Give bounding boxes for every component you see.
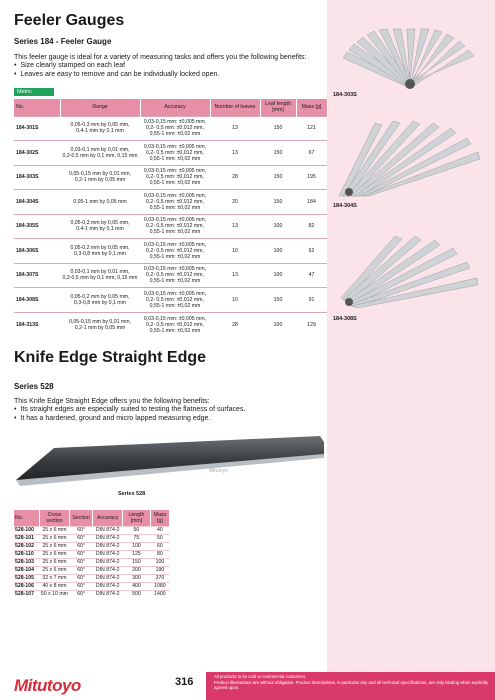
knife-cell: 60° — [69, 550, 92, 558]
knife-cell: 25 x 6 mm — [40, 526, 70, 534]
knife-intro: This Knife Edge Straight Edge offers you the following benefits: — [14, 398, 210, 405]
bullet-item: • It has a hardened, ground and micro lapped measuring edge. — [14, 415, 324, 424]
knife-cell: 60° — [69, 574, 92, 582]
knife-col-header: Cross section — [40, 510, 70, 526]
feeler-cell-mass: 82 — [296, 214, 327, 239]
table-row — [14, 558, 170, 566]
knife-cell: 50 — [150, 534, 169, 542]
table-row — [14, 239, 327, 264]
knife-cell: DIN 874-2 — [93, 566, 123, 574]
knife-cell: 528-110 — [14, 550, 40, 558]
feeler-cell-no: 184-308S — [14, 288, 60, 313]
feeler-cell-range: 0,03-0,1 mm by 0,01 mm, 0,2-0,5 mm by 0,1 mm, 0,15 mm — [60, 141, 140, 166]
table-row — [14, 574, 170, 582]
table-row — [14, 263, 327, 288]
feeler-cell-range: 0,05-0,3 mm by 0,05 mm, 0,4-1 mm by 0,1 mm — [60, 214, 140, 239]
knife-cell: 125 — [123, 550, 151, 558]
knife-cell: 32 x 7 mm — [40, 574, 70, 582]
knife-edge-image — [14, 428, 327, 488]
feeler-cell-leaves: 10 — [210, 239, 260, 264]
knife-cell: 528-103 — [14, 558, 40, 566]
table-row — [14, 550, 170, 558]
table-row — [14, 590, 170, 598]
knife-bullets — [14, 406, 324, 423]
page-number: 316 — [175, 676, 194, 688]
footer — [0, 672, 495, 700]
knife-cell: 25 x 6 mm — [40, 550, 70, 558]
feeler-cell-range: 0,05-0,2 mm by 0,05 mm, 0,3-0,8 mm by 0,1 mm — [60, 239, 140, 264]
knife-cell: 60° — [69, 558, 92, 566]
table-row — [14, 288, 327, 313]
feeler-cell-len: 100 — [260, 312, 296, 337]
feeler-cell-leaves: 13 — [210, 263, 260, 288]
feeler-cell-acc: 0,03-0,15 mm: ±0,005 mm, 0,2- 0,5 mm: ±0,012 mm, 0,55-1 mm: ±0,02 mm — [140, 165, 210, 190]
knife-cell: 528-100 — [14, 526, 40, 534]
feeler-cell-leaves: 13 — [210, 141, 260, 166]
knife-cell: 100 — [123, 542, 151, 550]
feeler-intro: This feeler gauge is ideal for a variety of measuring tasks and offers you the following benefits: — [14, 54, 307, 61]
knife-cell: 25 x 6 mm — [40, 558, 70, 566]
feeler-cell-range: 0,05-0,15 mm by 0,01 mm, 0,2-1 mm by 0,05 mm — [60, 165, 140, 190]
knife-cell: 400 — [123, 582, 151, 590]
caption-308s: 184-308S — [333, 316, 357, 322]
table-row — [14, 116, 327, 141]
feeler-gauge-image-308s — [335, 228, 485, 310]
knife-cell: 60° — [69, 590, 92, 598]
knife-cell: 150 — [123, 558, 151, 566]
knife-col-header: Length [mm] — [123, 510, 151, 526]
feeler-cell-len: 150 — [260, 141, 296, 166]
caption-304s: 184-304S — [333, 203, 357, 209]
knife-cell: 60° — [69, 526, 92, 534]
feeler-cell-no: 184-301S — [14, 116, 60, 141]
knife-caption: Series 528 — [118, 491, 146, 497]
mitutoyo-logo: Mitutoyo — [14, 676, 81, 695]
feeler-cell-len: 150 — [260, 165, 296, 190]
feeler-cell-len: 100 — [260, 263, 296, 288]
knife-cell: 60° — [69, 534, 92, 542]
knife-cell: 60° — [69, 542, 92, 550]
knife-cell: 50 — [123, 526, 151, 534]
knife-cell: DIN 874-2 — [93, 574, 123, 582]
feeler-cell-mass: 195 — [296, 165, 327, 190]
table-row — [14, 566, 170, 574]
feeler-cell-acc: 0,03-0,15 mm: ±0,005 mm, 0,2- 0,5 mm: ±0,012 mm, 0,55-1 mm: ±0,02 mm — [140, 263, 210, 288]
feeler-cell-leaves: 28 — [210, 165, 260, 190]
knife-cell: 528-102 — [14, 542, 40, 550]
knife-brand-mark: Mitutoyo — [209, 468, 228, 474]
knife-cell: 25 x 6 mm — [40, 542, 70, 550]
knife-cell: 1400 — [150, 590, 169, 598]
table-row — [14, 141, 327, 166]
knife-title: Knife Edge Straight Edge — [14, 349, 207, 366]
feeler-col-header: No. — [14, 99, 60, 116]
knife-cell: 25 x 6 mm — [40, 566, 70, 574]
knife-cell: 40 x 8 mm — [40, 582, 70, 590]
knife-cell: 50 x 10 mm — [40, 591, 68, 598]
knife-cell: 190 — [150, 566, 169, 574]
table-row — [14, 542, 170, 550]
knife-cell: DIN 874-2 — [93, 550, 123, 558]
feeler-col-header: Range — [60, 99, 140, 116]
feeler-cell-len: 150 — [260, 190, 296, 215]
feeler-col-header: Accuracy — [140, 99, 210, 116]
feeler-cell-mass: 62 — [296, 239, 327, 264]
feeler-cell-leaves: 13 — [210, 116, 260, 141]
feeler-cell-range: 0,05-0,15 mm by 0,01 mm, 0,2-1 mm by 0,05 mm — [60, 312, 140, 337]
feeler-title: Feeler Gauges — [14, 12, 125, 29]
feeler-cell-len: 150 — [260, 288, 296, 313]
knife-col-header: No. — [14, 510, 40, 526]
feeler-cell-no: 184-305S — [14, 214, 60, 239]
feeler-cell-no: 184-304S — [14, 190, 60, 215]
feeler-cell-no: 184-306S — [14, 239, 60, 264]
table-row — [14, 190, 327, 215]
knife-cell: 528-105 — [14, 574, 40, 582]
knife-cell: DIN 874-2 — [93, 590, 123, 598]
knife-cell: 25 x 6 mm — [40, 534, 70, 542]
feeler-cell-range: 0,05-0,2 mm by 0,05 mm, 0,3-0,8 mm by 0,1 mm — [60, 288, 140, 313]
feeler-cell-acc: 0,03-0,15 mm: ±0,005 mm, 0,2- 0,5 mm: ±0,012 mm, 0,55-1 mm: ±0,02 mm — [140, 288, 210, 313]
bullet-item: • Its straight edges are especially suited to testing the flatness of surfaces. — [14, 406, 324, 415]
bullet-item: • Size clearly stamped on each leaf — [14, 62, 324, 71]
feeler-cell-leaves: 13 — [210, 214, 260, 239]
metric-tag: Metric — [14, 88, 54, 96]
knife-col-header: Section — [69, 510, 92, 526]
footer-disclaimer: All products to be sold to commercial customers. Product illustrations are without obligation. Product descriptions, in particular any and all technical specifications, are only binding when explicitly agreed upon. — [214, 674, 488, 690]
feeler-cell-acc: 0,03-0,15 mm: ±0,005 mm, 0,2- 0,5 mm: ±0,012 mm, 0,55-1 mm: ±0,02 mm — [140, 312, 210, 337]
right-sidebar — [327, 0, 495, 672]
knife-cell: 528-104 — [14, 566, 40, 574]
knife-cell: 75 — [123, 534, 151, 542]
feeler-cell-acc: 0,03-0,15 mm: ±0,005 mm, 0,2- 0,5 mm: ±0,012 mm, 0,55-1 mm: ±0,02 mm — [140, 190, 210, 215]
table-row — [14, 312, 327, 337]
feeler-cell-range: 0,05-0,3 mm by 0,05 mm, 0,4-1 mm by 0,1 mm — [60, 116, 140, 141]
feeler-bullets — [14, 62, 324, 79]
knife-cell: 60 — [150, 542, 169, 550]
feeler-cell-no: 184-303S — [14, 165, 60, 190]
feeler-cell-no: 184-302S — [14, 141, 60, 166]
feeler-col-header: Number of leaves — [210, 99, 260, 116]
knife-cell: 528-107 — [14, 590, 40, 598]
feeler-cell-no: 184-313S — [14, 312, 60, 337]
feeler-cell-range: 0,05-1 mm by 0,05 mm — [60, 190, 140, 215]
feeler-gauge-image-303s — [335, 28, 485, 90]
table-row — [14, 526, 170, 534]
feeler-cell-len: 100 — [260, 239, 296, 264]
knife-col-header: Mass [g] — [150, 510, 169, 526]
feeler-cell-len: 150 — [260, 116, 296, 141]
knife-cell: 100 — [150, 558, 169, 566]
knife-table — [14, 510, 170, 598]
knife-cell: DIN 874-2 — [93, 534, 123, 542]
knife-cell: 80 — [150, 550, 169, 558]
knife-cell: 200 — [123, 566, 151, 574]
knife-cell: DIN 874-2 — [93, 558, 123, 566]
table-row — [14, 165, 327, 190]
feeler-cell-no: 184-307S — [14, 263, 60, 288]
feeler-cell-acc: 0,03-0,15 mm: ±0,005 mm, 0,2- 0,5 mm: ±0,012 mm, 0,55-1 mm: ±0,02 mm — [140, 141, 210, 166]
feeler-series: Series 184 - Feeler Gauge — [14, 37, 112, 46]
feeler-cell-mass: 129 — [296, 312, 327, 337]
feeler-cell-acc: 0,03-0,15 mm: ±0,005 mm, 0,2- 0,5 mm: ±0,012 mm, 0,55-1 mm: ±0,02 mm — [140, 116, 210, 141]
feeler-cell-leaves: 28 — [210, 312, 260, 337]
knife-cell: 60° — [69, 582, 92, 590]
feeler-cell-acc: 0,03-0,15 mm: ±0,005 mm, 0,2- 0,5 mm: ±0,012 mm, 0,55-1 mm: ±0,02 mm — [140, 239, 210, 264]
feeler-col-header: Mass [g] — [296, 99, 327, 116]
knife-cell: DIN 874-2 — [93, 526, 123, 534]
feeler-cell-leaves: 20 — [210, 190, 260, 215]
feeler-gauge-image-304s — [335, 118, 485, 198]
feeler-cell-range: 0,03-0,1 mm by 0,01 mm, 0,2-0,5 mm by 0,1 mm, 0,15 mm — [60, 263, 140, 288]
feeler-cell-mass: 67 — [296, 141, 327, 166]
knife-cell: 528-106 — [14, 582, 40, 590]
table-row — [14, 582, 170, 590]
knife-cell: 40 — [150, 526, 169, 534]
feeler-cell-len: 100 — [260, 214, 296, 239]
feeler-cell-acc: 0,03-0,15 mm: ±0,005 mm, 0,2- 0,5 mm: ±0,012 mm, 0,55-1 mm: ±0,02 mm — [140, 214, 210, 239]
knife-cell: 300 — [123, 574, 151, 582]
feeler-table — [14, 99, 328, 337]
knife-cell: 60° — [69, 566, 92, 574]
feeler-cell-mass: 121 — [296, 116, 327, 141]
knife-cell: 1080 — [150, 582, 169, 590]
knife-cell: DIN 874-2 — [93, 582, 123, 590]
knife-cell: DIN 874-2 — [93, 542, 123, 550]
knife-cell: 500 — [123, 590, 151, 598]
knife-cell: 370 — [150, 574, 169, 582]
feeler-cell-mass: 47 — [296, 263, 327, 288]
knife-series: Series 528 — [14, 382, 54, 391]
table-row — [14, 534, 170, 542]
knife-col-header: Accuracy — [93, 510, 123, 526]
caption-303s: 184-303S — [333, 92, 357, 98]
feeler-col-header: Leaf length [mm] — [260, 99, 296, 116]
feeler-cell-leaves: 10 — [210, 288, 260, 313]
feeler-cell-mass: 91 — [296, 288, 327, 313]
feeler-cell-mass: 184 — [296, 190, 327, 215]
table-row — [14, 214, 327, 239]
bullet-item: • Leaves are easy to remove and can be individually locked open. — [14, 71, 324, 80]
knife-cell: 528-101 — [14, 534, 40, 542]
